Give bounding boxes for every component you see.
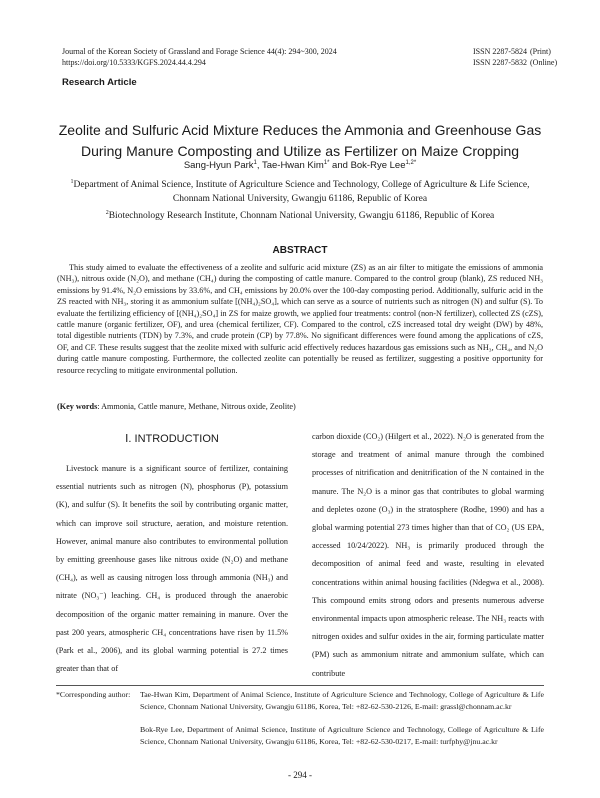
author-separator: and: [329, 160, 351, 172]
affiliation-1: [40, 175, 560, 206]
right-column: [312, 428, 544, 683]
page-number: - 294 -: [288, 770, 312, 780]
issn-online-type: (Online): [530, 57, 558, 67]
issn-print: ISSN 2287-5824: [473, 47, 528, 56]
correspondence-entry-1: Tae-Hwan Kim, Department of Animal Science, Institute of Agriculture Science and Technology, College of Agriculture & Life Science, Chonnam National University, Gwangju 61186, Korea, Tel: +82-62-530-2126, E-mail: grassl@chonnam.ac.kr: [140, 690, 544, 711]
affiliation-2-marker: 2: [105, 210, 109, 216]
affiliation-1-line-2: Chonnam National University, Gwangju 61186, Republic of Korea: [172, 194, 428, 205]
author-3: Bok-Rye Lee: [350, 160, 406, 172]
intro-paragraph-right: carbon dioxide (CO₂) (Hilgert et al., 2022). N₂O is generated from the storage and treatment of animal manure through the combined processes of nitrification and denitrification of the N contained in the manure. The N₂O is a minor gas that contributes to global warming and depletes ozone (O₃) in the stratosphere (Rodhe, 1990) and has a global warming potential 273 times higher than that of CO₂ (US EPA, accessed 10/24/2022). NH₃ is primarily produced through the decomposition of animal feed and waste, resulting in elevated concentrations within animal housing facilities (Ndegwa et al., 2008). This compound emits strong odors and presents numerous adverse environmental impacts upon atmospheric release. The NH₃ reacts with nitrogen oxides and sulfur oxides in the air, forming particulate matter (PM) such as ammonium nitrate and ammonium sulfate, which can contribute: [312, 432, 544, 678]
issn-online: ISSN 2287-5832: [473, 57, 528, 67]
corresponding-author-label: *Corresponding author:: [56, 690, 131, 699]
author-2: Tae-Hwan Kim: [261, 160, 324, 172]
journal-citation: Journal of the Korean Society of Grassland and Forage Science 44(4): 294~300, 2024: [62, 47, 337, 56]
paper-title: [40, 120, 560, 162]
author-1: Sang-Hyun Park: [183, 160, 254, 172]
article-type: Research Article: [62, 77, 137, 88]
author-list: [40, 160, 560, 171]
keywords-list: : Ammonia, Cattle manure, Methane, Nitrous oxide, Zeolite): [97, 402, 296, 411]
issn-block: [473, 47, 557, 68]
title-line-1: Zeolite and Sulfuric Acid Mixture Reduces the Ammonia and Greenhouse Gas: [58, 122, 542, 138]
journal-header: [62, 47, 337, 68]
correspondence-entry-2: Bok-Rye Lee, Department of Animal Science, Institute of Agriculture Science and Technology, College of Agriculture & Life Science, Chonnam National University, Gwangju 61186, Korea, Tel: +82-62-530-0217, E-mail: turfphy@jnu.ac.kr: [140, 725, 544, 746]
abstract-text: This study aimed to evaluate the effectiveness of a zeolite and sulfuric acid mixture (ZS) as an air filter to mitigate the emissions of ammonia (NH₃), nitrous oxide (N₂O), and methane (CH₄) during the composting of cattle manure. Compared to the control group (blank), ZS reduced NH₃ emissions by 91.4%, N₂O emissions by 33.6%, and CH₄ emissions by 20.0% over the 100-day composting period. Additionally, sulfuric acid in the ZS reacted with NH₃, storing it as ammonium sulfate [(NH₄)₂SO₄], which can serve as a source of nutrients such as nitrogen (N) and sulfur (S). To evaluate the fertilizing efficiency of [(NH₄)₂SO₄] in ZS for maize growth, we applied four treatments: control (non-N fertilizer), collected ZS (cZS), cattle manure (organic fertilizer, OF), and urea (chemical fertilizer, CF). Compared to the control, cZS increased total dry weight (DW) by 48%, total digestible nutrients (TDN) by 7.3%, and crude protein (CP) by 77.8%. No significant differences were found among the applications of cZS, OF, and CF. These results suggest that the zeolite mixed with sulfuric acid effectively reduces hazardous gas emissions such as NH₃, CH₄, and N₂O during cattle manure composting. Furthermore, the collected zeolite can potentially be reused as fertilizer, suggesting a positive opportunity for resource recycling to mitigate environmental pollution.: [57, 263, 543, 375]
author-1-affil: 1: [253, 160, 257, 166]
doi-link[interactable]: https://doi.org/10.5333/KGFS.2024.44.4.294: [62, 57, 206, 67]
issn-print-type: (Print): [530, 47, 551, 56]
keywords: [57, 402, 543, 411]
author-2-affil: 1*: [323, 160, 330, 166]
left-column: [56, 430, 288, 678]
affiliation-1-marker: 1: [70, 179, 74, 185]
author-3-affil: 1,2*: [405, 160, 417, 166]
title-line-2: During Manure Composting and Utilize as Fertilizer on Maize Cropping: [80, 143, 520, 159]
author-separator: ,: [256, 160, 262, 172]
intro-paragraph-left: Livestock manure is a significant source of fertilizer, containing essential nutrients such as nitrogen (N), phosphorus (P), potassium (K), and sulfur (S). It benefits the soil by contributing organic matter, which can improve soil structure, aeration, and moisture retention. However, animal manure also contributes to environmental pollution by emitting greenhouse gases like nitrous oxide (N₂O) and methane (CH₄), as well as causing nitrogen loss through ammonia (NH₃) and nitrate (NO₃⁻) leaching. CH₄ is produced through the anaerobic decomposition of the organic matter remaining in manure. Over the past 200 years, atmospheric CH₄ concentrations have risen by 11.5% (Park et al., 2006), and its global warming potential is 27.2 times greater than that of: [56, 464, 288, 674]
footnote-divider: [56, 685, 544, 686]
affiliation-1-line-1: Department of Animal Science, Institute of Agriculture Science and Technology, College of Agriculture & Life Science,: [73, 180, 530, 191]
affiliation-2-line-1: Biotechnology Research Institute, Chonnam National University, Gwangju 61186, Republic of Korea: [108, 211, 495, 222]
abstract-heading: ABSTRACT: [272, 245, 328, 256]
keywords-label: (Key words: [57, 402, 98, 411]
affiliation-2: [40, 206, 560, 223]
section-heading-introduction: Ⅰ. INTRODUCTION: [125, 433, 219, 445]
